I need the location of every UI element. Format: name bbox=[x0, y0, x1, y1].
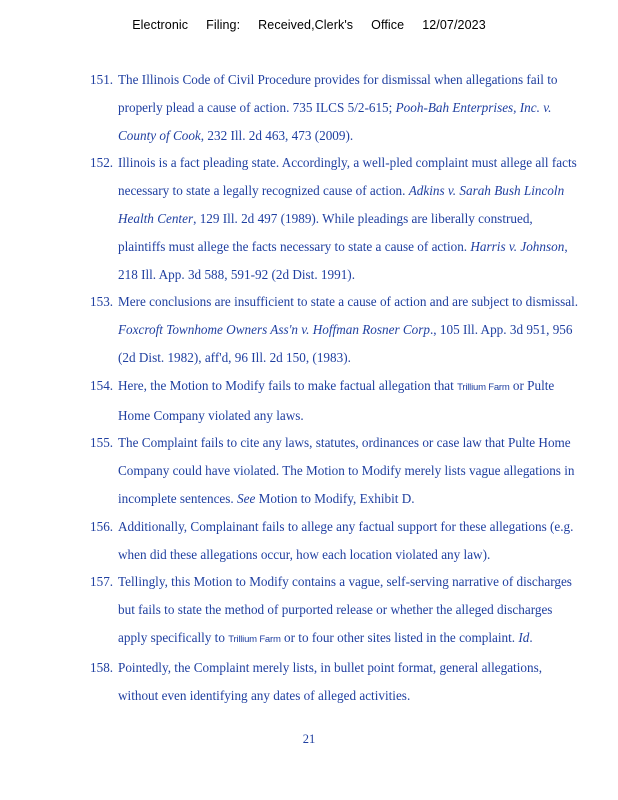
document-body bbox=[90, 66, 580, 709]
numbered-paragraph bbox=[90, 149, 580, 288]
citation-italic: Foxcroft Townhome Owners Ass'n v. Hoffman Rosner Corp bbox=[118, 322, 430, 338]
paragraph-number: 155. bbox=[90, 435, 114, 451]
text-segment: . bbox=[529, 629, 533, 645]
numbered-paragraph bbox=[90, 429, 580, 512]
paragraph-number: 156. bbox=[90, 518, 114, 534]
text-segment: Trillium Farm bbox=[457, 381, 510, 393]
paragraph-text bbox=[118, 149, 580, 288]
paragraph-number: 157. bbox=[90, 574, 114, 590]
paragraph-number: 154. bbox=[90, 377, 114, 393]
numbered-paragraph bbox=[90, 654, 580, 710]
paragraph-number: 152. bbox=[90, 155, 114, 171]
paragraph-number: 158. bbox=[90, 659, 114, 675]
paragraph-text bbox=[118, 288, 580, 371]
paragraph-text bbox=[118, 513, 580, 569]
text-segment: Additionally, Complainant fails to allege any factual support for these allegations (e.g. when did these allegations occur, how each location violated any law). bbox=[118, 518, 574, 562]
text-segment: Tellingly, this Motion to Modify contains a vague, self-serving narrative of discharges but fails to state the method of purported release or whether the alleged discharges apply specifically to bbox=[118, 574, 572, 645]
text-segment: , 129 Ill. 2d 497 (1989). While pleadings are liberally construed, plaintiffs must allege the facts necessary to state a cause of action. bbox=[118, 210, 533, 254]
filing-stamp-header bbox=[0, 18, 618, 32]
text-segment: The Complaint fails to cite any laws, statutes, ordinances or case law that Pulte Home Company could have violated. The Motion to Modify merely lists vague allegations in incomplete sentences. bbox=[118, 435, 575, 506]
numbered-paragraph bbox=[90, 568, 580, 653]
page-number: 21 bbox=[302, 732, 316, 746]
numbered-paragraph bbox=[90, 513, 580, 569]
numbered-paragraph bbox=[90, 288, 580, 371]
paragraph-text bbox=[118, 568, 580, 653]
text-segment: Mere conclusions are insufficient to state a cause of action and are subject to dismissal. bbox=[118, 294, 579, 310]
text-segment: , 232 Ill. 2d 463, 473 (2009). bbox=[200, 127, 354, 143]
text-segment: , 218 Ill. App. 3d 588, 591-92 (2d Dist. 1991). bbox=[118, 238, 568, 282]
header-received: Received,Clerk's bbox=[258, 18, 354, 32]
text-segment: ., 105 Ill. App. 3d 951, 956 (2d Dist. 1982), aff'd, 96 Ill. 2d 150, (1983). bbox=[118, 322, 573, 365]
text-segment: Illinois is a fact pleading state. Accordingly, a well-pled complaint must allege all facts necessary to state a legally recognized cause of action. bbox=[118, 155, 577, 199]
text-segment: or to four other sites listed in the complaint. bbox=[280, 629, 519, 645]
text-segment: Trillium Farm bbox=[228, 633, 281, 645]
text-segment: Pointedly, the Complaint merely lists, in bullet point format, general allegations, without even identifying any dates of alleged activities. bbox=[118, 659, 542, 703]
citation-italic: Adkins v. Sarah Bush Lincoln Health Center bbox=[118, 183, 565, 226]
text-segment: Here, the Motion to Modify fails to make factual allegation that bbox=[118, 377, 458, 393]
paragraph-text bbox=[118, 372, 580, 430]
paragraph-number: 153. bbox=[90, 294, 114, 310]
citation-italic: Id bbox=[518, 629, 530, 645]
paragraph-text bbox=[118, 66, 580, 149]
numbered-paragraph bbox=[90, 66, 580, 149]
citation-italic: Harris v. Johnson bbox=[470, 238, 565, 254]
text-segment: The Illinois Code of Civil Procedure provides for dismissal when allegations fail to properly plead a cause of action. 735 ILCS 5/2-615; bbox=[118, 72, 558, 115]
text-segment: Motion to Modify, Exhibit D. bbox=[255, 490, 415, 506]
header-date: 12/07/2023 bbox=[422, 18, 486, 32]
header-filing: Filing: bbox=[206, 18, 241, 32]
text-segment: or Pulte Home Company violated any laws. bbox=[118, 377, 555, 423]
header-electronic: Electronic bbox=[132, 18, 189, 32]
citation-italic: See bbox=[237, 490, 256, 506]
header-office: Office bbox=[371, 18, 405, 32]
paragraph-text bbox=[118, 429, 580, 512]
paragraph-text bbox=[118, 654, 580, 710]
paragraph-number: 151. bbox=[90, 72, 114, 87]
numbered-paragraph bbox=[90, 372, 580, 430]
citation-italic: Pooh-Bah Enterprises, Inc. v. County of Cook bbox=[118, 99, 552, 143]
